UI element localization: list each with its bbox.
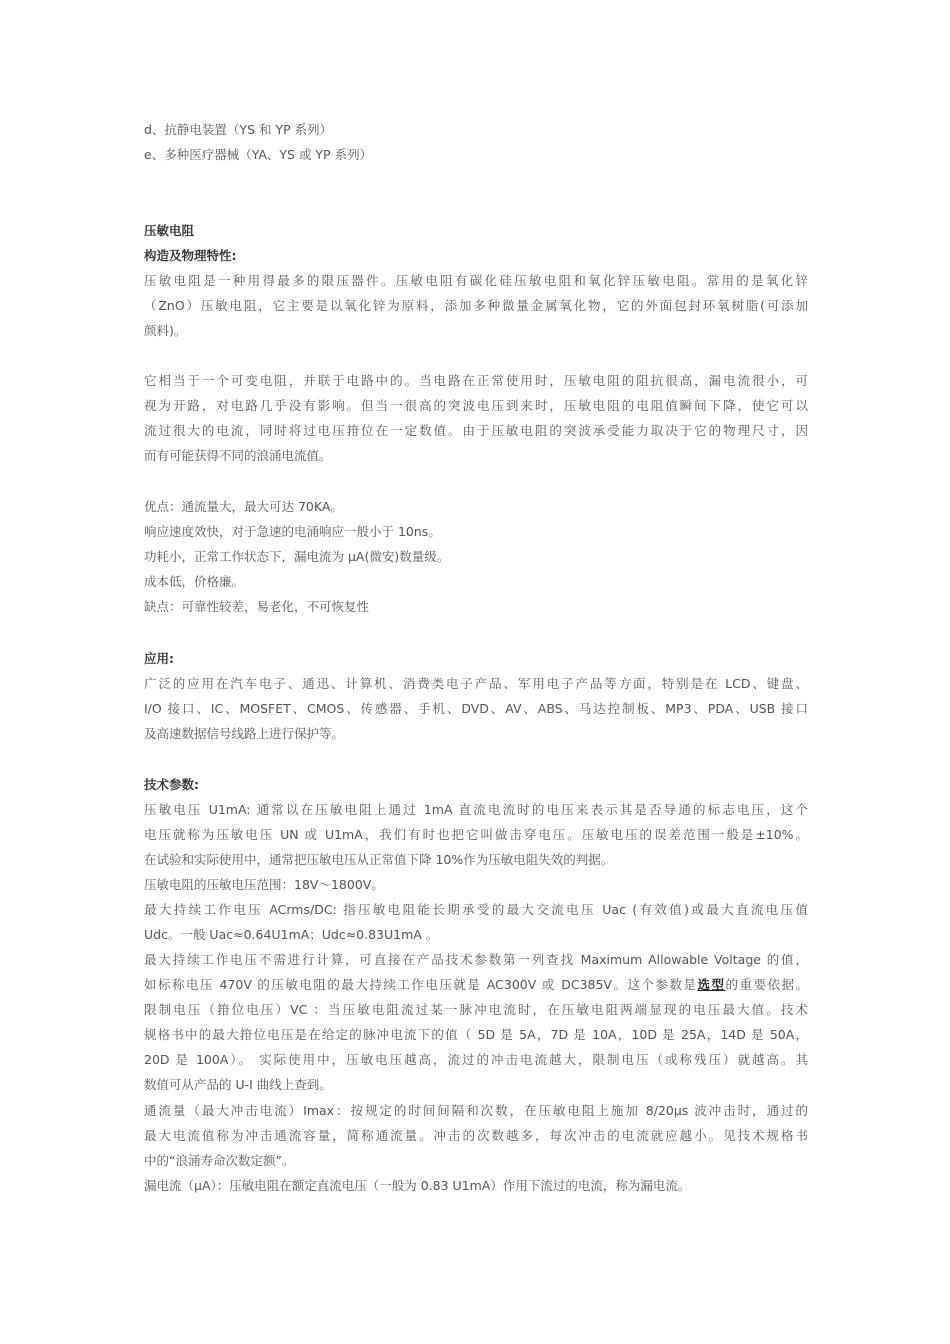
- params-line: 压敏电压 U1mA: 通常以在压敏电阻上通过 1mA 直流电流时的电压来表示其是否导通的标志电压，这个: [144, 802, 808, 817]
- application-line: I/O 接口、IC、MOSFET、CMOS、传感器、手机、DVD、AV、ABS、马达控制板、MP3、PDA、USB 接口: [144, 701, 808, 716]
- section-title: 压敏电阻: [144, 223, 195, 238]
- application-line: 广泛的应用在汽车电子、通迅、计算机、消费类电子产品、军用电子产品等方面，特别是在 LCD、键盘、: [144, 676, 808, 691]
- params-line: 限制电压（箝位电压）VC ：当压敏电阻流过某一脉冲电流时，在压敏电阻两端显现的电压最大值。技术: [144, 1002, 808, 1017]
- feature-item: 成本低，价格廉。: [144, 574, 245, 589]
- params-line: 压敏电阻的压敏电压范围：18V～1800V。: [144, 877, 384, 892]
- params-line: 通流量（最大冲击电流）Imax：按规定的时间间隔和次数，在压敏电阻上施加 8/20μs 波冲击时，通过的: [144, 1103, 808, 1118]
- params-line: 规格书中的最大箝位电压是在给定的脉冲电流下的值（ 5D 是 5A，7D 是 10A，10D 是 25A，14D 是 50A，: [144, 1027, 808, 1042]
- params-heading: 技术参数:: [144, 777, 199, 792]
- behavior-paragraph-line: 流过很大的电流，同时将过电压箝位在一定数值。由于压敏电阻的突波承受能力取决于它的物理尺寸，因: [144, 423, 808, 438]
- selection-keyword: 选型: [697, 977, 726, 992]
- params-line: 电压就称为压敏电压 UN 或 U1mA，我们有时也把它叫做击穿电压。压敏电压的误差范围一般是±10%。: [144, 827, 808, 842]
- behavior-paragraph-line: 它相当于一个可变电阻，并联于电路中的。当电路在正常使用时，压敏电阻的阻抗很高，漏电流很小，可: [144, 373, 808, 388]
- structure-paragraph-line: 压敏电阻是一种用得最多的限压器件。压敏电阻有碳化硅压敏电阻和氧化锌压敏电阻。常用的是氧化锌: [144, 273, 808, 288]
- params-text: 的重要依据。: [725, 977, 808, 992]
- list-item-e: e、多种医疗器械（YA、YS 或 YP 系列）: [144, 147, 373, 162]
- behavior-paragraph-line: 而有可能获得不同的浪涌电流值。: [144, 448, 332, 463]
- params-line-selection: [144, 972, 808, 997]
- structure-paragraph-line: （ZnO）压敏电阻，它主要是以氧化锌为原料，添加多种微量金属氧化物，它的外面包封环氧树脂(可添加: [144, 298, 808, 313]
- feature-item: 功耗小，正常工作状态下，漏电流为 μA(微安)数量级。: [144, 549, 450, 564]
- params-line: 中的“浪涌寿命次数定额”。: [144, 1153, 295, 1168]
- params-line: 20D 是 100A）。 实际使用中，压敏电压越高，流过的冲击电流越大，限制电压（或称残压）就越高。其: [144, 1052, 808, 1067]
- params-line: 在试验和实际使用中，通常把压敏电压从正常值下降 10%作为压敏电阻失效的判据。: [144, 852, 614, 867]
- list-item-d: d、抗静电装置（YS 和 YP 系列）: [144, 122, 333, 137]
- params-line: 漏电流（μA）：压敏电阻在额定直流电压（一般为 0.83 U1mA）作用下流过的电流，称为漏电流。: [144, 1178, 691, 1193]
- behavior-paragraph-line: 视为开路，对电路几乎没有影响。但当一很高的突波电压到来时，压敏电阻的电阻值瞬间下降，使它可以: [144, 398, 808, 413]
- params-line: 最大电流值称为冲击通流容量，简称通流量。冲击的次数越多，每次冲击的电流就应越小。见技术规格书: [144, 1128, 808, 1143]
- params-line: 最大持续工作电压 ACrms/DC: 指压敏电阻能长期承受的最大交流电压 Uac (有效值)或最大直流电压值: [144, 902, 808, 917]
- feature-item: 优点：通流量大，最大可达 70KA。: [144, 499, 343, 514]
- feature-item: 响应速度效快，对于急速的电涌响应一般小于 10ns。: [144, 524, 441, 539]
- structure-paragraph-line: 颜料)。: [144, 323, 187, 338]
- params-line: Udc。一般 Uac≈0.64U1mA；Udc≈0.83U1mA 。: [144, 927, 439, 942]
- params-text: 如标称电压 470V 的压敏电阻的最大持续工作电压就是 AC300V 或 DC385V。这个参数是: [144, 977, 698, 992]
- params-line: 数值可从产品的 U-I 曲线上查到。: [144, 1077, 332, 1092]
- application-line: 及高速数据信号线路上进行保护等。: [144, 726, 345, 741]
- params-line: 最大持续工作电压不需进行计算，可直接在产品技术参数第一列查找 Maximum Allowable Voltage 的值，: [144, 952, 808, 967]
- feature-item: 缺点：可靠性较差，易老化，不可恢复性: [144, 599, 370, 614]
- structure-heading: 构造及物理特性:: [144, 248, 237, 263]
- application-heading: 应用:: [144, 651, 174, 666]
